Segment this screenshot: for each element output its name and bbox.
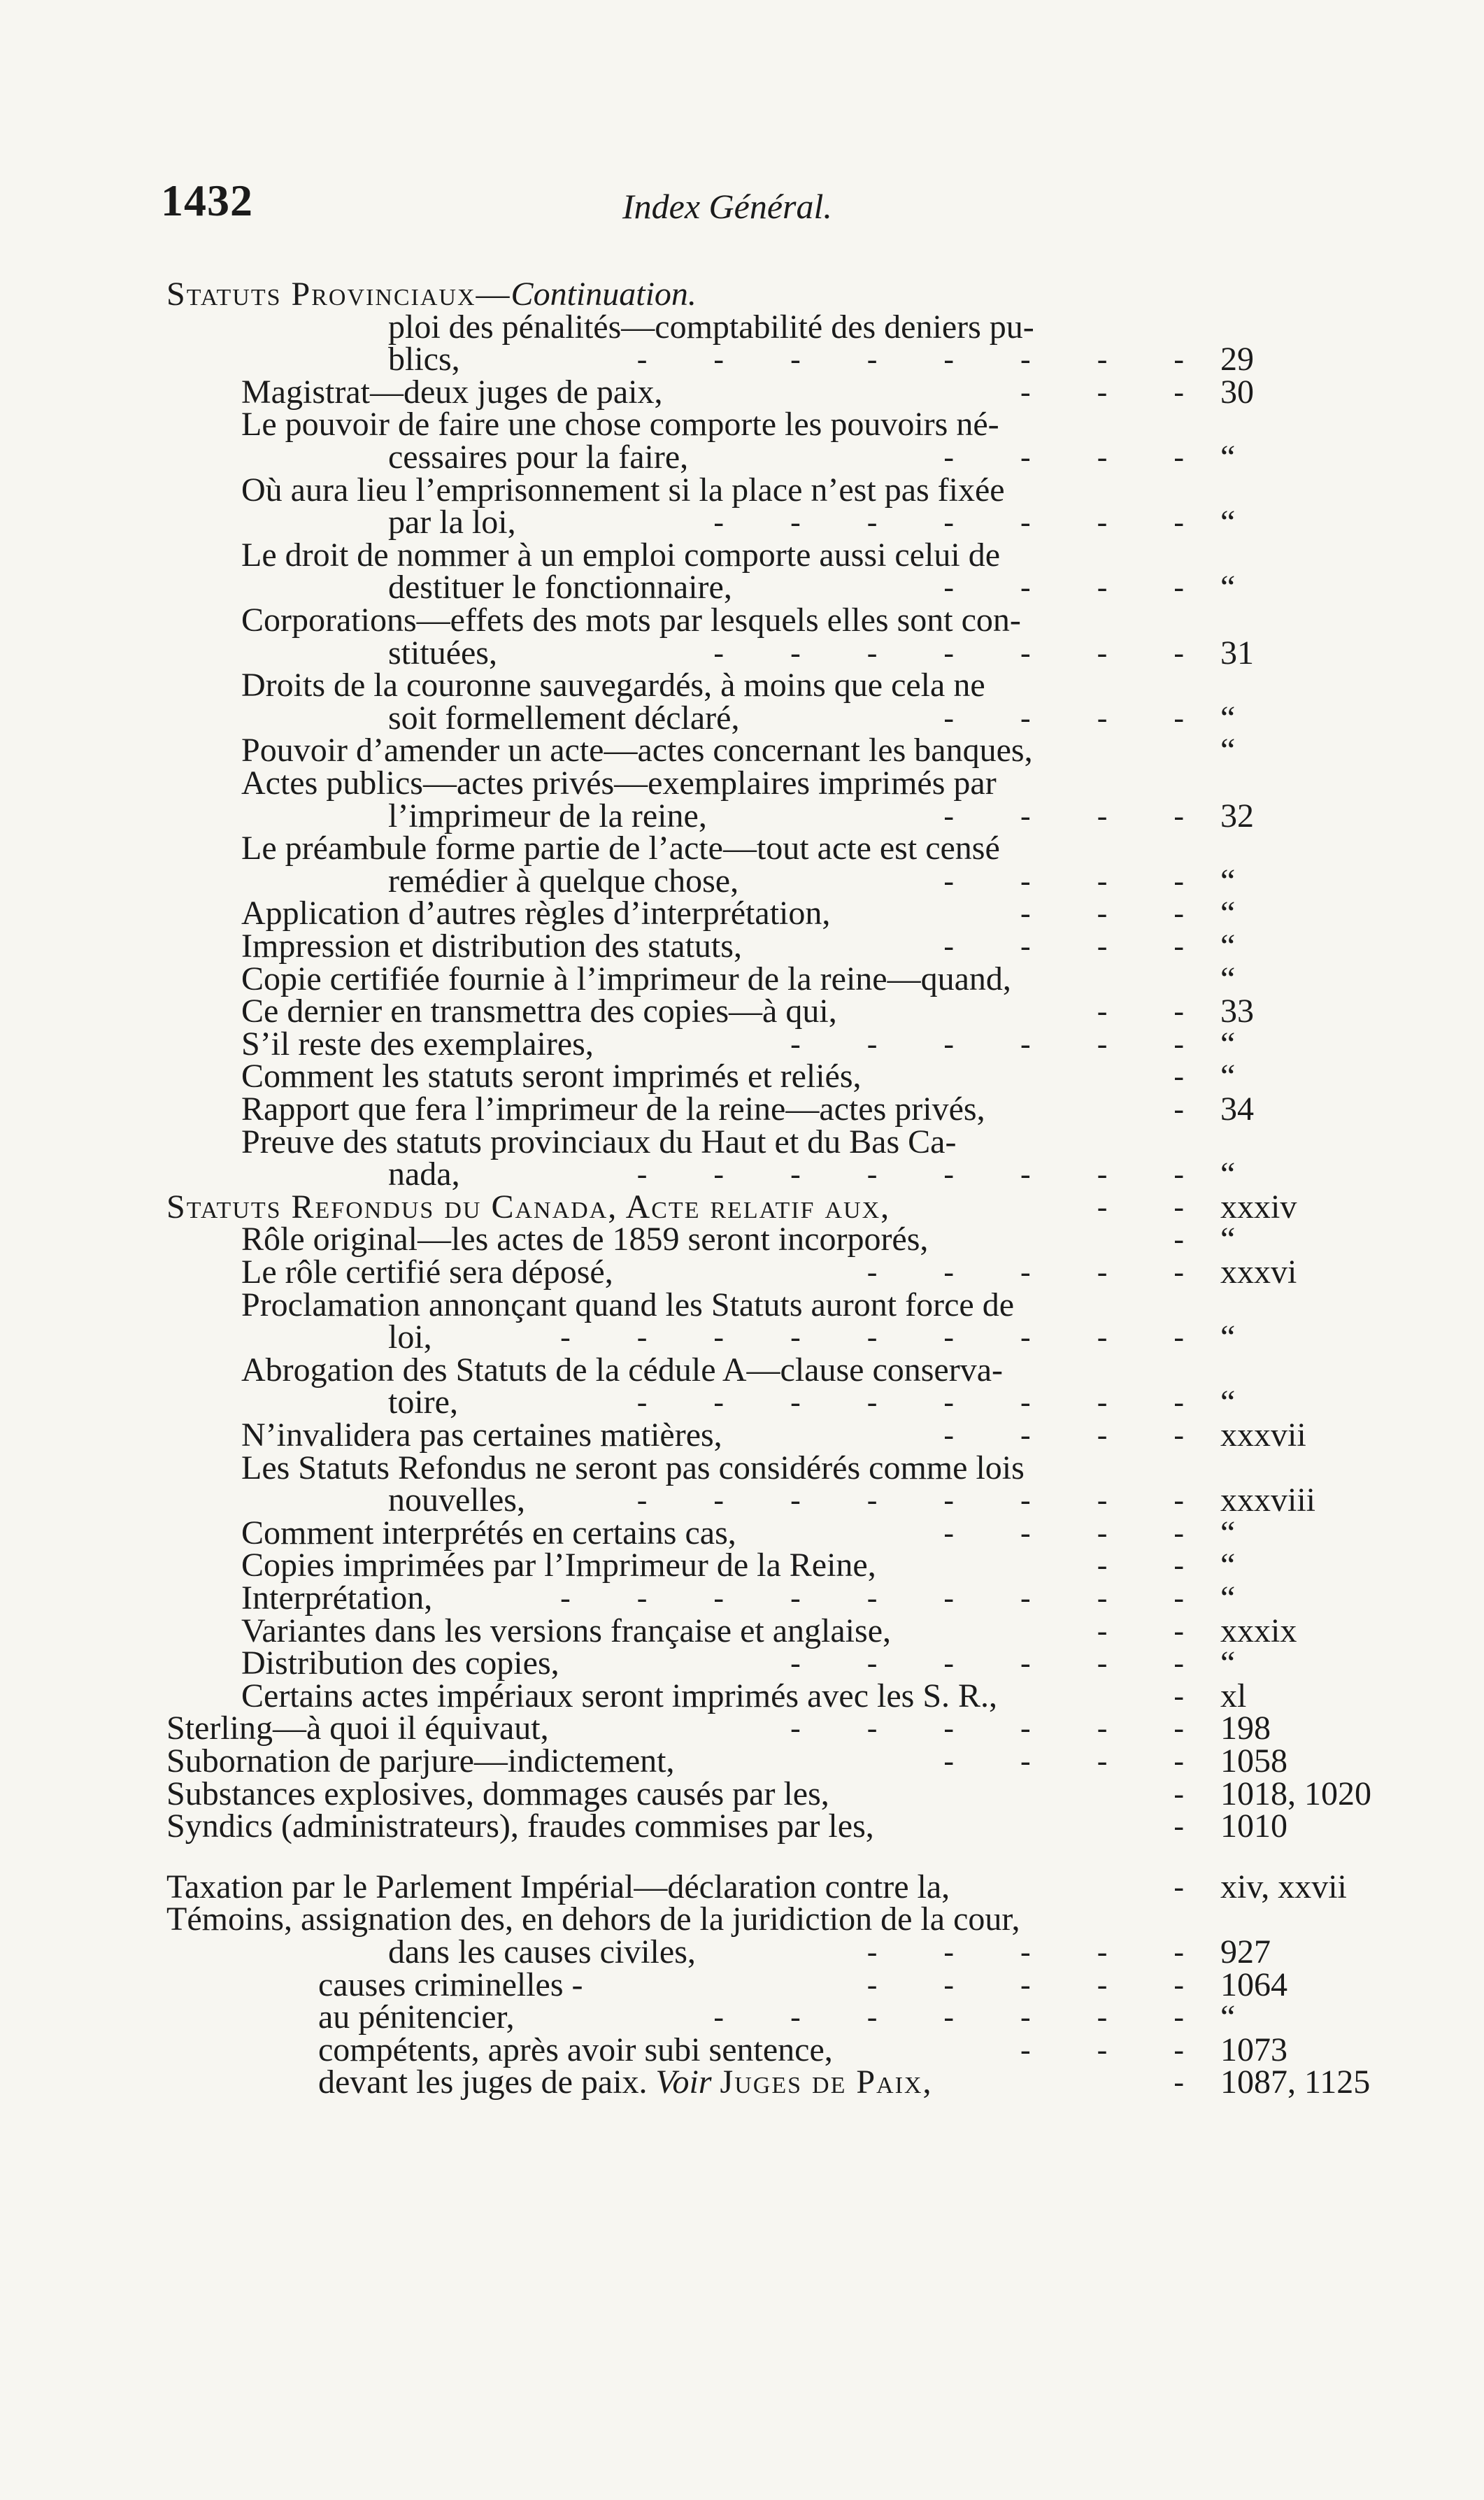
see-reference-target: Juges de Paix, [720,2064,933,2101]
dot-leader: - - [1097,1614,1213,1648]
entry-text: Ce dernier en transmettra des copies—à qui, [241,993,837,1030]
dot-leader: - - - - - - - - [636,1483,1213,1517]
page-reference: “ [1220,1319,1236,1356]
page-reference: “ [1220,504,1236,541]
dot-leader: - - - - - - [790,1027,1213,1061]
entry-text: Rôle original—les actes de 1859 seront incorporés, [241,1221,929,1258]
dot-leader: - - - - [943,701,1213,735]
page-number: 1432 [161,176,253,225]
entry-text: au pénitencier, [318,1998,515,2036]
dot-leader: - - [1097,1548,1213,1582]
entry-text: dans les causes civiles, [388,1933,696,1970]
page-reference: “ [1220,1384,1236,1421]
entry-text: devant les juges de paix. Voir Juges de Paix, [318,2064,933,2101]
entry-text: Certains actes impériaux seront imprimés avec les S. R., [241,1677,998,1714]
page-reference: 33 [1220,993,1254,1030]
page-reference: xiv, xxvii [1220,1868,1347,1905]
dot-leader: - - - - - - - - - [560,1320,1213,1354]
dot-leader: - - - - [943,929,1213,963]
dot-leader: - - - - [943,1744,1213,1778]
entry-text: loi, [388,1319,432,1356]
page-reference: “ [1220,1579,1236,1617]
index-entry [0,1807,1484,1846]
entry-text: cessaires pour la faire, [388,439,689,476]
dot-leader: - - - - [943,799,1213,833]
dot-leader: - - - - [943,1418,1213,1452]
entry-text: Substances explosives, dommages causés par les, [166,1775,829,1812]
dot-leader: - - - - [943,1516,1213,1550]
entry-text: Comment interprétés en certains cas, [241,1514,736,1551]
dot-leader: - [1173,1777,1213,1811]
entry-text: Interprétation, [241,1579,433,1617]
page-reference: “ [1220,1025,1236,1063]
page-reference: “ [1220,1645,1236,1682]
dot-leader: - - - - - - - - [636,1157,1213,1191]
entry-text: ploi des pénalités—comptabilité des deniers pu- [388,308,1034,346]
entry-text: compétents, après avoir subi sentence, [318,2031,833,2068]
page-reference: “ [1220,732,1236,769]
page-reference: 1010 [1220,1807,1287,1845]
dot-leader: - - [1097,994,1213,1028]
entry-text: Les Statuts Refondus ne seront pas considérés comme lois [241,1449,1025,1486]
continuation-label: Continuation. [511,276,697,313]
entry-text: Application d’autres règles d’interprétation, [241,895,831,932]
page-reference: 1064 [1220,1966,1287,2003]
entry-text: Sterling—à quoi il équivaut, [166,1710,549,1747]
page-reference: “ [1220,895,1236,932]
entry-text: Le droit de nommer à un emploi comporte aussi celui de [241,537,1001,574]
page-reference: “ [1220,1156,1236,1193]
dot-leader: - - - [1020,896,1213,930]
page-reference: xxxvi [1220,1253,1297,1291]
entry-text: nada, [388,1156,460,1193]
dot-leader: - [1173,1809,1213,1843]
dot-leader: - - - - - - - [713,636,1213,670]
dot-leader: - - - - - [866,1935,1213,1969]
dot-leader: - - - - - [866,1968,1213,2002]
entry-text: Impression et distribution des statuts, [241,928,742,965]
entry-text: Corporations—effets des mots par lesquels elles sont con- [241,602,1021,639]
dot-leader: - [1173,1679,1213,1713]
dot-leader: - [1173,1059,1213,1093]
page-reference: xxxviii [1220,1482,1316,1519]
page-reference: “ [1220,1514,1236,1551]
page-reference: “ [1220,1221,1236,1258]
entry-text: soit formellement déclaré, [388,699,740,737]
entry-text: destituer le fonctionnaire, [388,569,732,606]
dot-leader: - - - - - [866,1255,1213,1289]
entry-text: Variantes dans les versions française et anglaise, [241,1612,891,1649]
page-reference: xxxvii [1220,1416,1306,1454]
dot-leader: - - - - - - [790,1646,1213,1680]
entry-text: Subornation de parjure—indictement, [166,1742,675,1780]
page-reference: 1073 [1220,2031,1287,2068]
dot-leader: - - - - - - - - [636,1385,1213,1419]
page-reference: xxxiv [1220,1188,1297,1226]
dot-leader: - - [1097,1190,1213,1224]
entry-text: Comment les statuts seront imprimés et reliés, [241,1058,862,1095]
page-reference: 31 [1220,634,1254,672]
page-reference: 32 [1220,797,1254,834]
page-reference: 34 [1220,1091,1254,1128]
entry-text: Syndics (administrateurs), fraudes commises par les, [166,1807,874,1845]
entry-text: Statuts Refondus du Canada, Acte relatif aux, [166,1188,891,1226]
entry-text: nouvelles, [388,1482,525,1519]
dot-leader: - - - - - - [790,1711,1213,1745]
page-reference: “ [1220,1547,1236,1584]
dot-leader: - [1173,1870,1213,1904]
page-reference: xl [1220,1677,1247,1714]
entry-text: Proclamation annonçant quand les Statuts auront force de [241,1286,1015,1323]
running-title: Index Général. [622,187,832,226]
page-reference: xxxix [1220,1612,1297,1649]
dot-leader: - - - [1020,375,1213,409]
entry-text: Rapport que fera l’imprimeur de la reine—actes privés, [241,1091,985,1128]
entry-text: Statuts Provinciaux—Continuation. [166,276,697,313]
dot-leader: - [1173,2065,1213,2099]
entry-text: Témoins, assignation des, en dehors de la juridiction de la cour, [166,1901,1020,1938]
see-reference-label: Voir [655,2064,712,2101]
entry-text: Droits de la couronne sauvegardés, à moins que cela ne [241,667,985,704]
page-reference: 1058 [1220,1742,1287,1780]
entry-text: Copies imprimées par l’Imprimeur de la Reine, [241,1547,876,1584]
entry-text: Abrogation des Statuts de la cédule A—clause conserva- [241,1351,1003,1389]
dot-leader: - - - [1020,2033,1213,2067]
entry-text: Preuve des statuts provinciaux du Haut et du Bas Ca- [241,1123,957,1160]
page-reference: 1087, 1125 [1220,2064,1371,2101]
page-reference: “ [1220,960,1236,997]
page-reference: 198 [1220,1710,1271,1747]
dot-leader: - - - - [943,570,1213,604]
entry-text: stituées, [388,634,497,672]
page-reference: “ [1220,928,1236,965]
page-reference: “ [1220,862,1236,900]
page-reference: 927 [1220,1933,1271,1970]
entry-text: N’invalidera pas certaines matières, [241,1416,722,1454]
entry-text: Taxation par le Parlement Impérial—déclaration contre la, [166,1868,950,1905]
entry-text: Copie certifiée fournie à l’imprimeur de la reine—quand, [241,960,1011,997]
dot-leader: - - - - - - - [713,505,1213,539]
page-reference: “ [1220,699,1236,737]
entry-text: Actes publics—actes privés—exemplaires imprimés par [241,765,997,802]
entry-text: Le préambule forme partie de l’acte—tout acte est censé [241,830,1000,867]
page-reference: “ [1220,1058,1236,1095]
entry-text: remédier à quelque chose, [388,862,739,900]
entry-text: S’il reste des exemplaires, [241,1025,594,1063]
entry-text: l’imprimeur de la reine, [388,797,707,834]
index-entry [0,2063,1484,2102]
entry-text: Pouvoir d’amender un acte—actes concernant les banques, [241,732,1033,769]
entry-text: Le pouvoir de faire une chose comporte les pouvoirs né- [241,406,999,443]
dot-leader: - - - - [943,864,1213,898]
page-reference: 29 [1220,341,1254,378]
dot-leader: - - - - - - - - [636,342,1213,376]
dot-leader: - - - - - - - [713,2000,1213,2034]
page-reference: “ [1220,1998,1236,2036]
page-reference: “ [1220,569,1236,606]
dot-leader: - [1173,1222,1213,1256]
page-reference: 30 [1220,374,1254,411]
entry-text: par la loi, [388,504,516,541]
entry-text: toire, [388,1384,458,1421]
dot-leader: - - - - [943,440,1213,474]
entry-text: blics, [388,341,460,378]
page-reference: 1018, 1020 [1220,1775,1371,1812]
entry-text: Distribution des copies, [241,1645,559,1682]
entry-text: Où aura lieu l’emprisonnement si la place n’est pas fixée [241,471,1005,509]
entry-text: Magistrat—deux juges de paix, [241,374,663,411]
page-reference: “ [1220,439,1236,476]
dot-leader: - - - - - - - - - [560,1581,1213,1615]
dot-leader: - [1173,1092,1213,1126]
entry-text: Le rôle certifié sera déposé, [241,1253,613,1291]
entry-text: causes criminelles - [318,1966,583,2003]
